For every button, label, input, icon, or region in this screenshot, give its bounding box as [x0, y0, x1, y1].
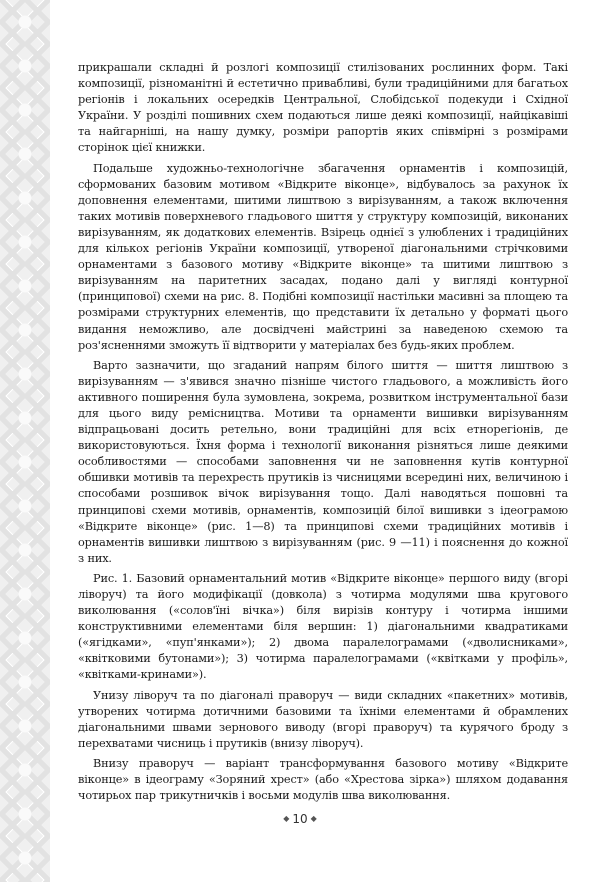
diamond-ornament-icon: ◆	[310, 814, 317, 823]
paragraph-6: Внизу праворуч — варіант трансформування базового мотиву «Відкрите віконце» в ідеограму «Зоряний хрест» (або «Хрестова зірка») шляхом додавання чотирьох пар трикутничків і восьми модулів шва виколювання.	[78, 756, 568, 803]
page-number-value: 10	[292, 812, 308, 826]
paragraph-3: Варто зазначити, що згаданий напрям білого шиття — шиття лиштвою з вирізуванням — з'явився значно пізніше чистого гладьового, а можливість його активного поширення була зумовлена, зокрема, розвитком інструментальної бази для цього виду ремісництва. Мотиви та орнаменти вишивки вирізуванням відпрацьовані досить ретельно, вони традиційні для всіх етнорегіонів, де використовуються. Їхня форма і технології виконання різняться лише деякими особливостями — способами заповнення чи не заповнення кутів контурної обшивки мотивів та перехресть прутиків із чисницями всередині них, величиною і способами розшивок вічок вирізування тощо. Далі наводяться пошовні та принципові схеми мотивів, орнаментів, композицій білої вишивки з ідеограмою «Відкрите віконце» (рис. 1—8) та принципові схеми традиційних мотивів і орнаментів вишивки лиштвою з вирізуванням (рис. 9 —11) і пояснення до кожної з них.	[78, 358, 568, 565]
diamond-ornament-icon: ◆	[283, 814, 290, 823]
page-number	[0, 812, 600, 826]
paragraph-5: Унизу ліворуч та по діагоналі праворуч — види складних «пакетних» мотивів, утворених чотирма дотичними базовими та їхніми елементами й обрамлених діагональними швами зернового виводу (вгорі праворуч) та курячого броду з перехватами чисниць і прутиків (внизу ліворуч).	[78, 688, 568, 750]
paragraph-1: прикрашали складні й розлогі композиції стилізованих рослинних форм. Такі композиції, різноманітні й естетично привабливі, були традиційними для багатьох регіонів і локальних осередків Центральної, Слобідської подекуди і Східної України. У розділі пошивних схем подаються лише деякі композиції, найцікавіші та найгарніші, на нашу думку, розміри рапортів яких співмірні з розмірами сторінок цієї книжки.	[78, 61, 568, 155]
paragraph-4: Рис. 1. Базовий орнаментальний мотив «Відкрите віконце» першого виду (вгорі ліворуч) та його модифікації (довкола) з чотирма модулями шва кругового виколювання («солов'їні вічка») біля вирізів контуру і чотирма іншими конструктивними елементами біля вершин: 1) діагональними квадратиками («ягідками», «пуп'янками»); 2) двома паралелограмами («дволисниками», «квітковими бутонами»); 3) чотирма паралелограмами («квітками у профіль», «квітками-кринами»).	[78, 571, 568, 682]
page-body	[78, 60, 568, 808]
ornamental-border	[0, 0, 50, 882]
paragraph-2: Подальше художньо-технологічне збагачення орнаментів і композицій, сформованих базовим мотивом «Відкрите віконце», відбувалось за рахунок їх доповнення елементами, шитими лиштвою з вирізуванням, а також включення таких мотивів поверхневого гладьового шиття у структуру композицій, виконаних вирізуванням, як додаткових елементів. Взірець однієї з улюблених і традиційних для кількох регіонів України композиції, утвореної діагональними стрічковими орнаментами з базового мотиву «Відкрите віконце» та шитими лиштвою з вирізуванням на паритетних засадах, подано далі у вигляді контурної (принципової) схеми на рис. 8. Подібні композиції настільки масивні за площею та розмірами структурних елементів, що представити їх детально у форматі цього видання неможливо, але досвідчені майстрині за наведеною схемою та роз'ясненнями зможуть її відтворити у матеріалах без будь-яких проблем.	[78, 161, 568, 352]
